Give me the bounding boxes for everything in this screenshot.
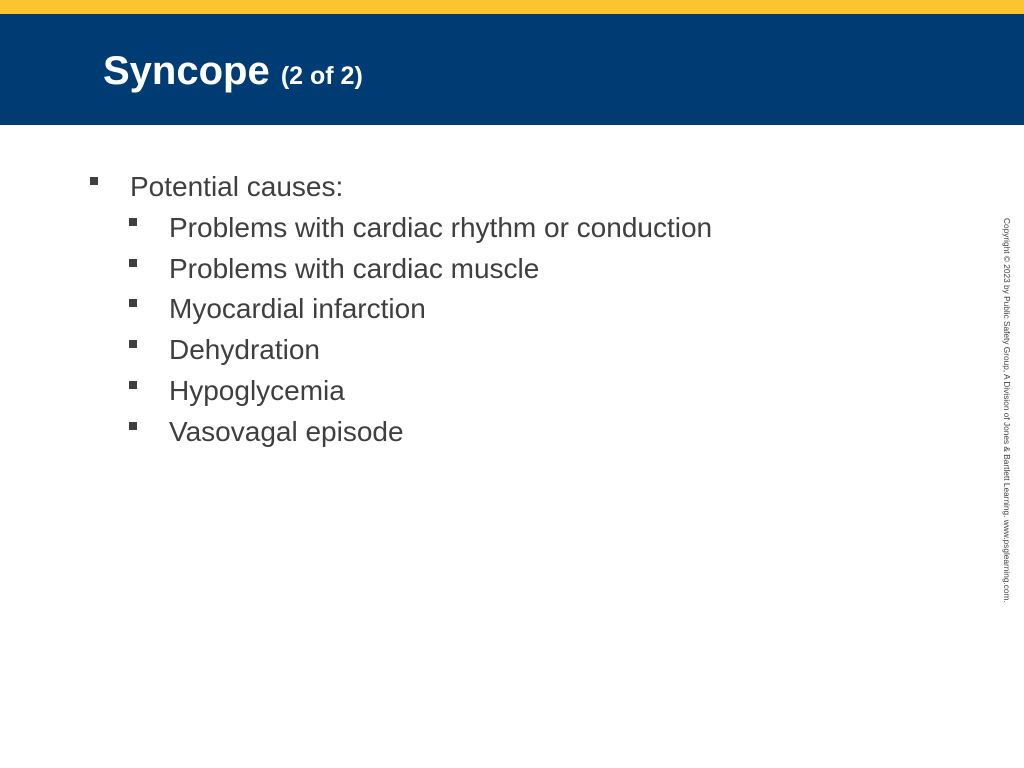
list-item-label: Hypoglycemia (169, 375, 345, 406)
list-item (90, 169, 343, 205)
title-suffix: (2 of 2) (280, 62, 363, 90)
list-item (129, 291, 426, 327)
square-bullet-icon (129, 299, 137, 307)
copyright-notice: Copyright © 2023 by Public Safety Group, A Division of Jones & Bartlett Learning. www.psglearning.com. (1002, 218, 1012, 603)
square-bullet-icon (129, 381, 137, 389)
accent-bar (0, 0, 1024, 14)
title-main: Syncope (103, 49, 270, 93)
list-item-label: Problems with cardiac muscle (169, 253, 540, 284)
square-bullet-icon (129, 218, 137, 226)
square-bullet-icon (129, 259, 137, 267)
list-item (129, 373, 345, 409)
list-item (129, 332, 320, 368)
square-bullet-icon (129, 422, 137, 430)
slide-title (103, 48, 363, 99)
list-item-label: Dehydration (169, 334, 320, 365)
list-item (129, 414, 404, 450)
list-item-label: Problems with cardiac rhythm or conduction (169, 212, 713, 243)
square-bullet-icon (90, 177, 98, 185)
square-bullet-icon (129, 340, 137, 348)
list-item (129, 251, 539, 287)
list-item-label: Potential causes: (130, 171, 344, 202)
list-item-label: Vasovagal episode (169, 416, 404, 447)
list-item (129, 210, 712, 246)
list-item-label: Myocardial infarction (169, 293, 426, 324)
